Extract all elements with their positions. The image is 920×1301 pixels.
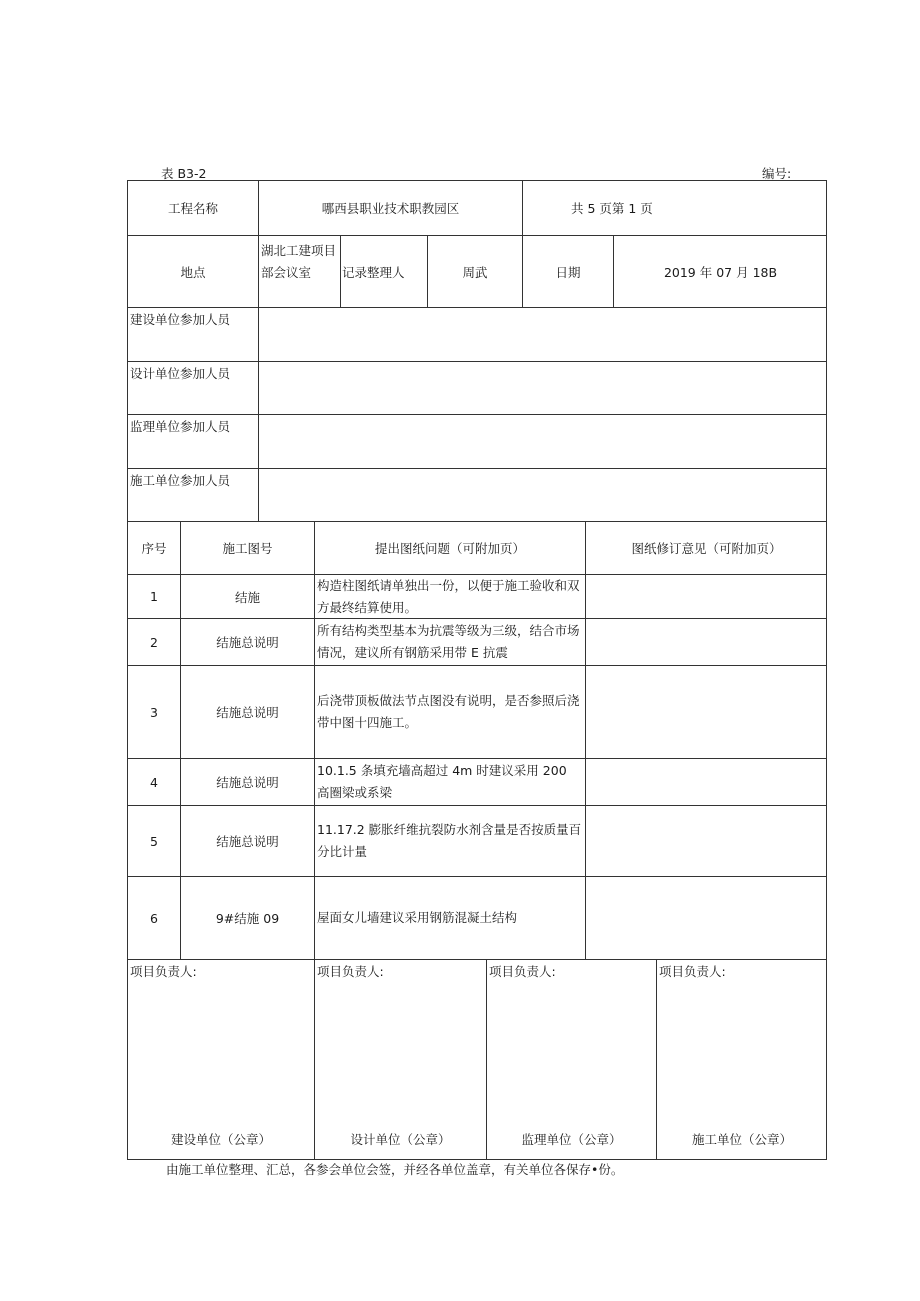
row-revision [585, 876, 827, 959]
participants-construction-label: 施工单位参加人员 [127, 468, 258, 521]
form-number: 表 B3-2 [161, 166, 207, 181]
participants-owner-label: 建设单位参加人员 [127, 307, 258, 361]
project-name-label: 工程名称 [127, 180, 258, 235]
row-issue: 11.17.2 膨胀纤维抗裂防水剂含量是否按质量百分比计量 [314, 805, 585, 876]
signature-construction [656, 959, 827, 1160]
participants-design-label: 设计单位参加人员 [127, 361, 258, 414]
row-seq: 3 [127, 665, 180, 758]
signature-unit: 设计单位（公章） [350, 1132, 451, 1147]
row-drawing: 结施总说明 [180, 805, 314, 876]
column-header-drawing: 施工图号 [180, 521, 314, 574]
row-drawing: 结施总说明 [180, 758, 314, 805]
row-drawing: 9#结施 09 [180, 876, 314, 959]
signature-head: 项目负责人: [317, 964, 384, 979]
column-header-seq: 序号 [127, 521, 180, 574]
row-issue: 后浇带顶板做法节点图没有说明，是否参照后浇带中图十四施工。 [314, 665, 585, 758]
minutes-table [127, 180, 827, 1160]
row-revision [585, 665, 827, 758]
recorder-name: 周武 [427, 235, 522, 307]
signature-unit: 建设单位（公章） [170, 1132, 271, 1147]
row-revision [585, 758, 827, 805]
row-drawing: 结施 [180, 574, 314, 618]
column-header-revision: 图纸修订意见（可附加页） [585, 521, 827, 574]
row-revision [585, 805, 827, 876]
page-info: 共 5 页第 1 页 [522, 180, 827, 235]
row-issue: 10.1.5 条填充墙高超过 4m 时建议采用 200 高圈梁或系梁 [314, 758, 585, 805]
row-issue: 构造柱图纸请单独出一份，以便于施工验收和双方最终结算使用。 [314, 574, 585, 618]
column-header-issue: 提出图纸问题（可附加页） [314, 521, 585, 574]
row-seq: 6 [127, 876, 180, 959]
row-seq: 5 [127, 805, 180, 876]
recorder-label: 记录整理人 [340, 235, 427, 307]
row-revision [585, 618, 827, 665]
row-seq: 2 [127, 618, 180, 665]
serial-number-label: 编号: [762, 166, 792, 181]
footer-note: 由施工单位整理、汇总，各参会单位会签，并经各单位盖章，有关单位各保存•份。 [166, 1162, 624, 1177]
signature-owner [127, 959, 314, 1160]
row-seq: 1 [127, 574, 180, 618]
location-label: 地点 [127, 235, 258, 307]
signature-head: 项目负责人: [489, 964, 556, 979]
signature-unit: 监理单位（公章） [521, 1132, 622, 1147]
signature-design [314, 959, 486, 1160]
row-drawing: 结施总说明 [180, 665, 314, 758]
participants-supervision-value [258, 414, 827, 468]
signature-unit: 施工单位（公章） [691, 1132, 792, 1147]
date-label: 日期 [522, 235, 613, 307]
signature-head: 项目负责人: [659, 964, 726, 979]
location-value: 湖北工建项目部会议室 [258, 235, 340, 307]
participants-supervision-label: 监理单位参加人员 [127, 414, 258, 468]
row-seq: 4 [127, 758, 180, 805]
row-issue: 屋面女儿墙建议采用钢筋混凝土结构 [314, 876, 585, 959]
row-issue: 所有结构类型基本为抗震等级为三级，结合市场情况，建议所有钢筋采用带 E 抗震 [314, 618, 585, 665]
signature-head: 项目负责人: [130, 964, 197, 979]
row-revision [585, 574, 827, 618]
signature-supervision [486, 959, 656, 1160]
date-value: 2019 年 07 月 18B [613, 235, 827, 307]
row-drawing: 结施总说明 [180, 618, 314, 665]
participants-owner-value [258, 307, 827, 361]
project-name-value: 哪西县职业技术职教园区 [258, 180, 522, 235]
participants-design-value [258, 361, 827, 414]
participants-construction-value [258, 468, 827, 521]
